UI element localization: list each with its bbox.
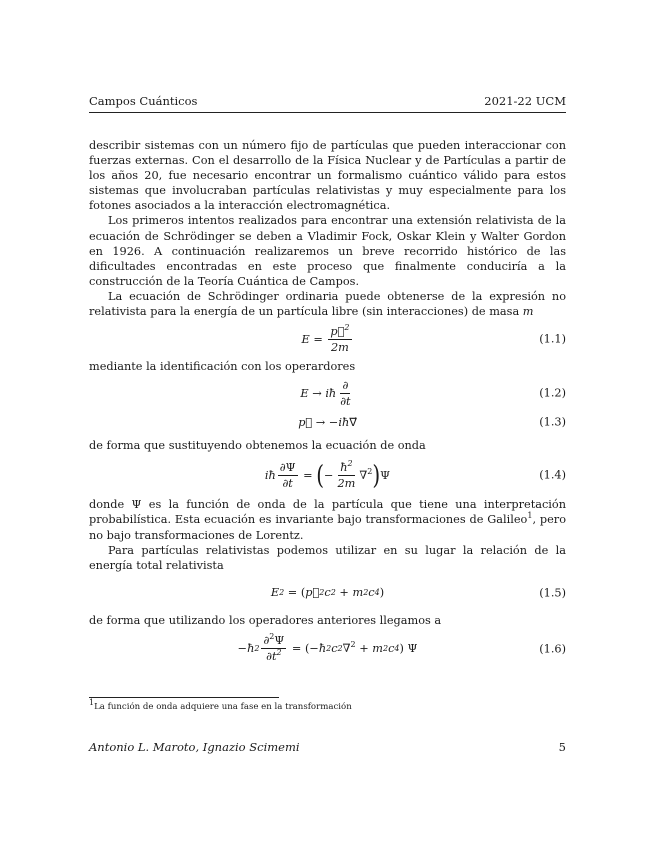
equation-1-6: − ħ 2 $\frac{\partial^2\Psi}{\partial t^2}$ = (− ħ 2 c 2 ∇$^2$ + m 2 c 4 ) Ψ (1.6) [237, 632, 566, 664]
footnote [89, 698, 352, 712]
paragraph-8: de forma que utilizando los operadores anteriores llegamos a [89, 613, 442, 627]
equation-number: (1.3) [539, 415, 566, 429]
equation-number: (1.4) [539, 468, 566, 482]
paragraph-1: describir sistemas con un número fijo de partículas que pueden interaccionar con fuerzas externas. Con el desarrollo de la Física Nuclear y de Partículas a partir de los años 20, fue necesario encontrar un formalismo cuántico válido para estos sistemas que involucraban partículas relativistas y muy especialmente para los fotones asociados a la interacción electromagnética. [89, 139, 566, 213]
paragraph-6-text-b: , pero no bajo transformaciones de Lorentz. [89, 513, 566, 542]
running-header [89, 94, 566, 110]
equation-1-1: E = $\frac{p⃗^2}{2m}$ (1.1) [301, 322, 566, 354]
header-rule [89, 112, 566, 113]
footnote-mark[interactable]: 1 [527, 511, 533, 521]
equation-1-2: E → iħ $\frac{\partial}{\partial t}$ (1.2) [300, 378, 566, 408]
paragraph-5: de forma que sustituyendo obtenemos la ecuación de onda [89, 439, 426, 453]
header-course: 2021-22 UCM [484, 94, 566, 108]
equation-number: (1.2) [539, 386, 566, 400]
page-number: 5 [558, 740, 566, 754]
footnote-rule [89, 697, 279, 698]
footnote-number: 1 [89, 698, 95, 708]
paragraph-6-text-a: donde Ψ es la función de onda de la partícula que tiene una interpretación probabilística. Esta ecuación es invariante bajo transformaciones de Galileo [89, 498, 566, 527]
equation-number: (1.6) [539, 642, 566, 656]
equation-1-4: iħ $\frac{\partial\Psi}{\partial t}$ = ( − $\frac{ħ^2}{2m}$ ∇$^2$ ) Ψ (1.4) [264, 459, 566, 491]
paragraph-3 [89, 289, 566, 319]
paragraph-6 [89, 497, 566, 542]
equation-number: (1.1) [539, 332, 566, 346]
footer-authors: Antonio L. Maroto, Ignazio Scimemi [89, 740, 300, 754]
footnote-text: La función de onda adquiere una fase en la transformación [94, 702, 352, 712]
equation-1-3: p⃗ → − iħ ∇⃗ (1.3) [298, 415, 566, 429]
equation-1-5: E 2 = ( p⃗ 2 c 2 + m 2 c 4 ) (1.5) [270, 586, 566, 600]
paragraph-2: Los primeros intentos realizados para encontrar una extensión relativista de la ecuación de Schrödinger se deben a Vladimir Fock, Oskar Klein y Walter Gordon en 1926. A continuación realizaremos un breve recorrido histórico de las dificultades encontradas en este proceso que finalmente conduciría a la construcción de la Teoría Cuántica de Campos. [89, 214, 566, 288]
equation-number: (1.5) [539, 586, 566, 600]
paragraph-4: mediante la identificación con los operardores [89, 360, 356, 374]
mass-variable: m [522, 305, 534, 319]
header-title: Campos Cuánticos [89, 94, 198, 108]
running-footer [89, 740, 566, 754]
paragraph-3-text: La ecuación de Schrödinger ordinaria puede obtenerse de la expresión no relativista para la energía de un partícula libre (sin interacciones) de masa [89, 289, 566, 319]
paragraph-7: Para partículas relativistas podemos utilizar en su lugar la relación de la energía total relativista [89, 543, 566, 572]
body-text [89, 138, 566, 670]
